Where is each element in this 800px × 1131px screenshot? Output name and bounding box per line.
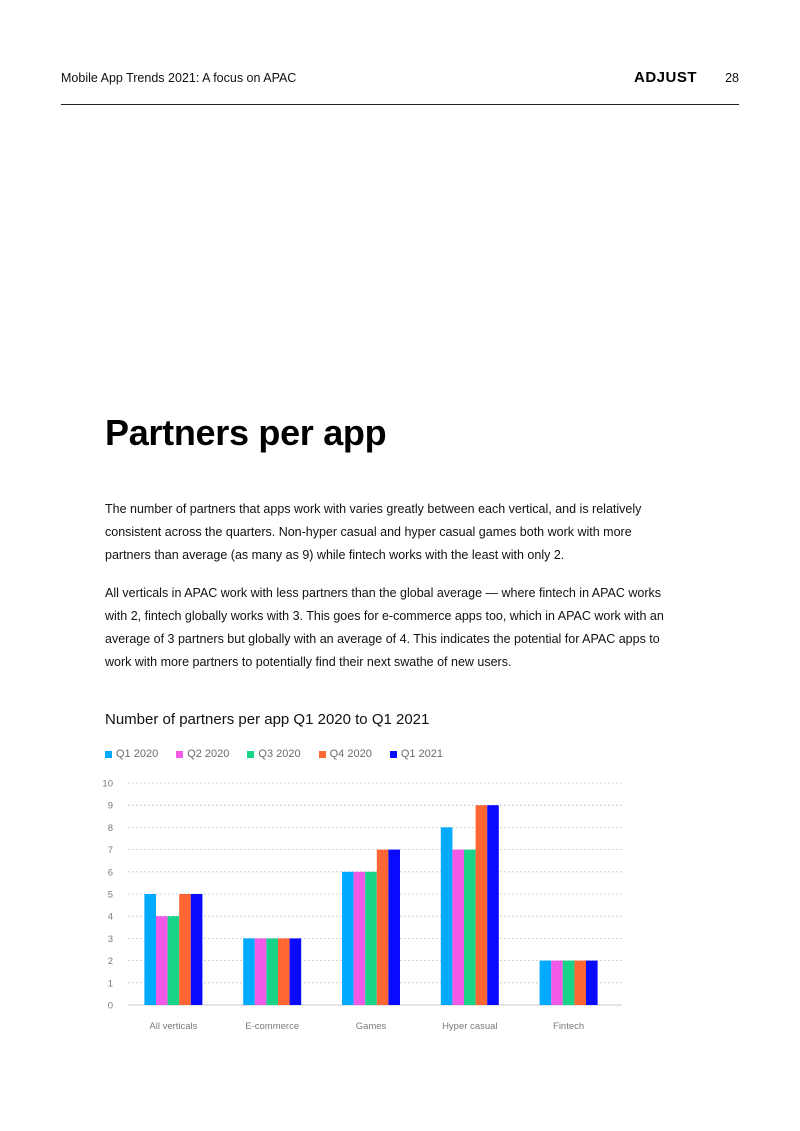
bar [156, 916, 168, 1005]
body-paragraph-1: The number of partners that apps work with varies greatly between each vertical, and is relatively consistent across the quarters. Non-hyper casual and hyper casual games both work with more partners than average (as many as 9) while fintech works with the least with only 2. [105, 502, 642, 562]
bar [179, 894, 191, 1005]
y-tick-label: 10 [102, 778, 113, 790]
x-category-label: Hyper casual [442, 1021, 498, 1032]
bar [441, 827, 453, 1005]
y-tick-label: 4 [107, 911, 113, 923]
bar [342, 872, 354, 1005]
x-category-label: E-commerce [245, 1021, 300, 1032]
bar [354, 872, 366, 1005]
x-category-label: All verticals [149, 1021, 198, 1032]
legend-swatch [247, 751, 254, 758]
bar [144, 894, 156, 1005]
bar [255, 938, 267, 1005]
y-tick-label: 3 [107, 933, 113, 945]
document-title: Mobile App Trends 2021: A focus on APAC [61, 71, 297, 85]
legend-item [390, 748, 443, 760]
bar [191, 894, 203, 1005]
y-tick-label: 2 [107, 956, 113, 968]
legend-swatch [319, 751, 326, 758]
y-tick-label: 6 [107, 867, 113, 879]
legend-item [319, 748, 372, 760]
y-tick-label: 5 [107, 889, 113, 901]
legend-label: Q1 2021 [400, 748, 444, 760]
legend-swatch [176, 751, 183, 758]
bar [243, 938, 255, 1005]
bar-chart [0, 770, 800, 1040]
y-tick-label: 8 [107, 822, 113, 834]
y-tick-label: 0 [107, 1000, 113, 1012]
page-number: 28 [725, 71, 739, 85]
body-paragraph-2: All verticals in APAC work with less partners than the global average — where fintech in APAC works with 2, fintech globally works with 3. This goes for e-commerce apps too, which in APAC work with an average of 3 partners but globally with an average of 4. This indicates the potential for APAC apps to work with more partners to potentially find their next swathe of new users. [105, 586, 664, 669]
bar [290, 938, 302, 1005]
x-category-label: Fintech [553, 1021, 585, 1032]
legend-item [247, 748, 300, 760]
y-tick-label: 9 [107, 800, 113, 812]
legend-label: Q3 2020 [258, 748, 301, 760]
legend-item [105, 748, 158, 760]
y-tick-label: 1 [107, 978, 113, 990]
bar [365, 872, 377, 1005]
legend-label: Q2 2020 [187, 748, 230, 760]
bar [574, 961, 586, 1005]
bar [452, 850, 464, 1005]
bar [540, 961, 552, 1005]
x-category-label: Games [355, 1021, 387, 1032]
bar [278, 938, 290, 1005]
legend-label: Q4 2020 [329, 748, 372, 760]
bar [487, 805, 499, 1005]
bar [551, 961, 563, 1005]
legend-swatch [390, 751, 397, 758]
adjust-logo: ADJUST [633, 69, 697, 86]
bar [586, 961, 598, 1005]
legend-swatch [105, 751, 112, 758]
bar [266, 938, 278, 1005]
bar [464, 850, 476, 1005]
chart-title: Number of partners per app Q1 2020 to Q1 2021 [105, 711, 430, 728]
bar [168, 916, 180, 1005]
bar [476, 805, 488, 1005]
bar [377, 850, 389, 1005]
bar [388, 850, 400, 1005]
legend-item [176, 748, 229, 760]
section-heading: Partners per app [105, 412, 387, 453]
chart-legend [105, 747, 461, 761]
bar [563, 961, 575, 1005]
page-header [61, 62, 739, 105]
legend-label: Q1 2020 [116, 748, 159, 760]
y-tick-label: 7 [107, 845, 113, 857]
